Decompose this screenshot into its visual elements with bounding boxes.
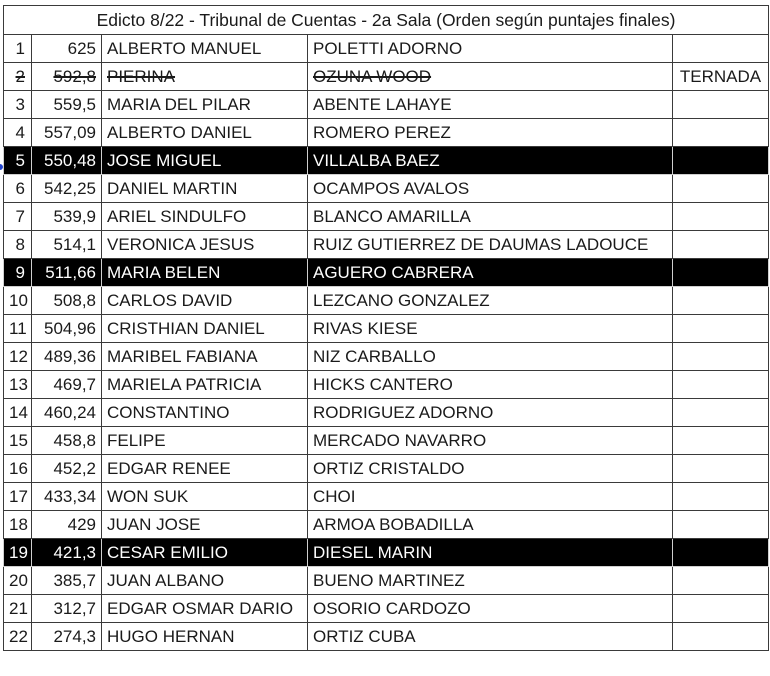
note-cell — [673, 175, 769, 203]
table-row — [4, 427, 769, 455]
first-text: EDGAR RENEE — [107, 458, 231, 478]
rank-cell — [4, 287, 32, 315]
first-text: WON SUK — [107, 486, 189, 506]
n-text: 6 — [15, 178, 25, 198]
last-text: OCAMPOS AVALOS — [313, 178, 470, 198]
table-row — [4, 287, 769, 315]
rank-cell — [4, 343, 32, 371]
score-cell — [32, 259, 102, 287]
score-text: 385,7 — [53, 570, 96, 590]
last-name-cell — [308, 595, 673, 623]
n-text: 16 — [9, 458, 28, 478]
score-text: 504,96 — [44, 318, 96, 338]
score-cell — [32, 203, 102, 231]
last-name-cell — [308, 315, 673, 343]
first-name-cell — [102, 315, 308, 343]
first-text: MARIBEL FABIANA — [107, 346, 258, 366]
last-text: CHOI — [313, 486, 356, 506]
score-cell — [32, 567, 102, 595]
score-cell — [32, 483, 102, 511]
table-row — [4, 371, 769, 399]
score-cell — [32, 231, 102, 259]
score-text: 429 — [67, 514, 96, 534]
first-name-cell — [102, 483, 308, 511]
results-table — [3, 5, 769, 651]
last-text: ABENTE LAHAYE — [313, 94, 452, 114]
first-name-cell — [102, 455, 308, 483]
score-text: 452,2 — [53, 458, 96, 478]
rank-cell — [4, 511, 32, 539]
table-row — [4, 315, 769, 343]
first-name-cell — [102, 175, 308, 203]
table-row — [4, 231, 769, 259]
score-text: 469,7 — [53, 374, 96, 394]
note-cell — [673, 539, 769, 567]
note-cell — [673, 371, 769, 399]
last-name-cell — [308, 539, 673, 567]
last-text: LEZCANO GONZALEZ — [313, 290, 490, 310]
last-name-cell — [308, 623, 673, 651]
table-row — [4, 175, 769, 203]
last-text: AGUERO CABRERA — [313, 262, 474, 282]
last-name-cell — [308, 371, 673, 399]
first-name-cell — [102, 427, 308, 455]
score-text: 274,3 — [53, 626, 96, 646]
last-name-cell — [308, 399, 673, 427]
n-text: 3 — [15, 94, 25, 114]
score-cell — [32, 623, 102, 651]
last-name-cell — [308, 91, 673, 119]
first-text: ALBERTO DANIEL — [107, 122, 252, 142]
score-text: 489,36 — [44, 346, 96, 366]
last-text: RIVAS KIESE — [313, 318, 418, 338]
table-title: Edicto 8/22 - Tribunal de Cuentas - 2a Sala (Orden según puntajes finales) — [4, 6, 769, 35]
score-cell — [32, 91, 102, 119]
note-cell — [673, 511, 769, 539]
first-name-cell — [102, 343, 308, 371]
rank-cell — [4, 259, 32, 287]
last-text: NIZ CARBALLO — [313, 346, 436, 366]
n-text: 13 — [9, 374, 28, 394]
score-text: 433,34 — [44, 486, 96, 506]
note-cell — [673, 595, 769, 623]
rank-cell — [4, 35, 32, 63]
first-name-cell — [102, 119, 308, 147]
first-name-cell — [102, 35, 308, 63]
score-cell — [32, 147, 102, 175]
note-cell — [673, 483, 769, 511]
table-row — [4, 483, 769, 511]
score-cell — [32, 539, 102, 567]
last-text: MERCADO NAVARRO — [313, 430, 487, 450]
score-cell — [32, 371, 102, 399]
first-text: JOSE MIGUEL — [107, 150, 222, 170]
last-name-cell — [308, 483, 673, 511]
score-text: 539,9 — [53, 206, 96, 226]
table-row — [4, 455, 769, 483]
note-cell — [673, 203, 769, 231]
note-cell — [673, 231, 769, 259]
rank-cell — [4, 539, 32, 567]
last-text: BLANCO AMARILLA — [313, 206, 471, 226]
last-text: ORTIZ CRISTALDO — [313, 458, 465, 478]
first-text: MARIELA PATRICIA — [107, 374, 262, 394]
last-text: OZUNA WOOD — [313, 66, 432, 86]
n-text: 1 — [15, 38, 25, 58]
note-cell — [673, 147, 769, 175]
last-text: VILLALBA BAEZ — [313, 150, 440, 170]
table-row — [4, 203, 769, 231]
score-text: 458,8 — [53, 430, 96, 450]
score-cell — [32, 343, 102, 371]
score-cell — [32, 35, 102, 63]
rank-cell — [4, 371, 32, 399]
table-row — [4, 91, 769, 119]
score-cell — [32, 455, 102, 483]
first-name-cell — [102, 371, 308, 399]
note-text: TERNADA — [679, 66, 762, 86]
table-row — [4, 35, 769, 63]
first-name-cell — [102, 259, 308, 287]
rank-cell — [4, 231, 32, 259]
n-text: 7 — [15, 206, 25, 226]
first-text: JUAN ALBANO — [107, 570, 225, 590]
n-text: 21 — [9, 598, 28, 618]
rank-cell — [4, 175, 32, 203]
first-name-cell — [102, 511, 308, 539]
title-row — [4, 6, 769, 35]
score-text: 460,24 — [44, 402, 96, 422]
first-text: DANIEL MARTIN — [107, 178, 238, 198]
score-cell — [32, 427, 102, 455]
last-text: POLETTI ADORNO — [313, 38, 463, 58]
rank-cell — [4, 315, 32, 343]
first-text: HUGO HERNAN — [107, 626, 235, 646]
note-cell — [673, 315, 769, 343]
score-text: 312,7 — [53, 598, 96, 618]
rank-cell — [4, 567, 32, 595]
note-cell — [673, 119, 769, 147]
n-text: 4 — [15, 122, 25, 142]
last-name-cell — [308, 119, 673, 147]
last-text: RUIZ GUTIERREZ DE DAUMAS LADOUCE — [313, 234, 649, 254]
note-cell — [673, 427, 769, 455]
n-text: 19 — [9, 542, 28, 562]
last-name-cell — [308, 259, 673, 287]
first-text: ARIEL SINDULFO — [107, 206, 247, 226]
last-name-cell — [308, 231, 673, 259]
last-name-cell — [308, 203, 673, 231]
first-text: VERONICA JESUS — [107, 234, 255, 254]
score-cell — [32, 595, 102, 623]
last-name-cell — [308, 175, 673, 203]
n-text: 22 — [9, 626, 28, 646]
rank-cell — [4, 455, 32, 483]
last-text: ROMERO PEREZ — [313, 122, 451, 142]
last-name-cell — [308, 455, 673, 483]
score-cell — [32, 511, 102, 539]
score-cell — [32, 315, 102, 343]
score-cell — [32, 287, 102, 315]
first-text: ALBERTO MANUEL — [107, 38, 262, 58]
last-name-cell — [308, 343, 673, 371]
last-text: DIESEL MARIN — [313, 542, 433, 562]
first-name-cell — [102, 567, 308, 595]
first-text: EDGAR OSMAR DARIO — [107, 598, 294, 618]
note-cell — [673, 399, 769, 427]
rank-cell — [4, 147, 32, 175]
note-cell — [673, 35, 769, 63]
first-name-cell — [102, 539, 308, 567]
first-text: CESAR EMILIO — [107, 542, 228, 562]
score-text: 625 — [67, 38, 96, 58]
first-text: MARIA BELEN — [107, 262, 221, 282]
last-text: ORTIZ CUBA — [313, 626, 416, 646]
first-text: FELIPE — [107, 430, 166, 450]
table-row — [4, 259, 769, 287]
score-text: 592,8 — [53, 66, 96, 86]
first-name-cell — [102, 287, 308, 315]
first-name-cell — [102, 623, 308, 651]
table-row — [4, 343, 769, 371]
last-text: BUENO MARTINEZ — [313, 570, 465, 590]
score-text: 559,5 — [53, 94, 96, 114]
first-name-cell — [102, 91, 308, 119]
n-text: 9 — [15, 262, 25, 282]
note-cell — [673, 567, 769, 595]
first-text: MARIA DEL PILAR — [107, 94, 251, 114]
note-cell — [673, 259, 769, 287]
table-row — [4, 119, 769, 147]
rank-cell — [4, 595, 32, 623]
first-text: CARLOS DAVID — [107, 290, 233, 310]
score-cell — [32, 175, 102, 203]
last-text: HICKS CANTERO — [313, 374, 453, 394]
n-text: 20 — [9, 570, 28, 590]
n-text: 14 — [9, 402, 28, 422]
n-text: 17 — [9, 486, 28, 506]
first-text: CONSTANTINO — [107, 402, 230, 422]
note-cell — [673, 63, 769, 91]
rank-cell — [4, 91, 32, 119]
last-text: RODRIGUEZ ADORNO — [313, 402, 494, 422]
last-text: ARMOA BOBADILLA — [313, 514, 474, 534]
first-text: PIERINA — [107, 66, 176, 86]
n-text: 8 — [15, 234, 25, 254]
score-text: 514,1 — [53, 234, 96, 254]
table-row — [4, 511, 769, 539]
score-text: 508,8 — [53, 290, 96, 310]
last-name-cell — [308, 287, 673, 315]
n-text: 18 — [9, 514, 28, 534]
table-row — [4, 539, 769, 567]
note-cell — [673, 455, 769, 483]
score-text: 557,09 — [44, 122, 96, 142]
score-text: 421,3 — [53, 542, 96, 562]
score-cell — [32, 119, 102, 147]
rank-cell — [4, 63, 32, 91]
last-name-cell — [308, 427, 673, 455]
table-row — [4, 567, 769, 595]
score-cell — [32, 399, 102, 427]
n-text: 11 — [9, 318, 27, 338]
note-cell — [673, 623, 769, 651]
rank-cell — [4, 119, 32, 147]
table-row — [4, 147, 769, 175]
rank-cell — [4, 203, 32, 231]
score-cell — [32, 63, 102, 91]
score-text: 542,25 — [44, 178, 96, 198]
first-name-cell — [102, 399, 308, 427]
first-name-cell — [102, 595, 308, 623]
first-name-cell — [102, 203, 308, 231]
rank-cell — [4, 483, 32, 511]
last-name-cell — [308, 147, 673, 175]
results-sheet — [3, 5, 768, 651]
table-row — [4, 623, 769, 651]
score-text: 511,66 — [45, 262, 96, 282]
table-row — [4, 399, 769, 427]
last-text: OSORIO CARDOZO — [313, 598, 471, 618]
note-cell — [673, 287, 769, 315]
n-text: 12 — [9, 346, 28, 366]
n-text: 15 — [9, 430, 28, 450]
last-name-cell — [308, 63, 673, 91]
first-text: JUAN JOSE — [107, 514, 201, 534]
last-name-cell — [308, 511, 673, 539]
note-cell — [673, 343, 769, 371]
score-text: 550,48 — [44, 150, 96, 170]
n-text: 5 — [15, 150, 25, 170]
rank-cell — [4, 623, 32, 651]
n-text: 2 — [15, 66, 25, 86]
first-text: CRISTHIAN DANIEL — [107, 318, 265, 338]
last-name-cell — [308, 35, 673, 63]
first-name-cell — [102, 231, 308, 259]
note-cell — [673, 91, 769, 119]
table-row — [4, 63, 769, 91]
first-name-cell — [102, 63, 308, 91]
rank-cell — [4, 399, 32, 427]
first-name-cell — [102, 147, 308, 175]
last-name-cell — [308, 567, 673, 595]
rank-cell — [4, 427, 32, 455]
table-row — [4, 595, 769, 623]
n-text: 10 — [9, 290, 28, 310]
